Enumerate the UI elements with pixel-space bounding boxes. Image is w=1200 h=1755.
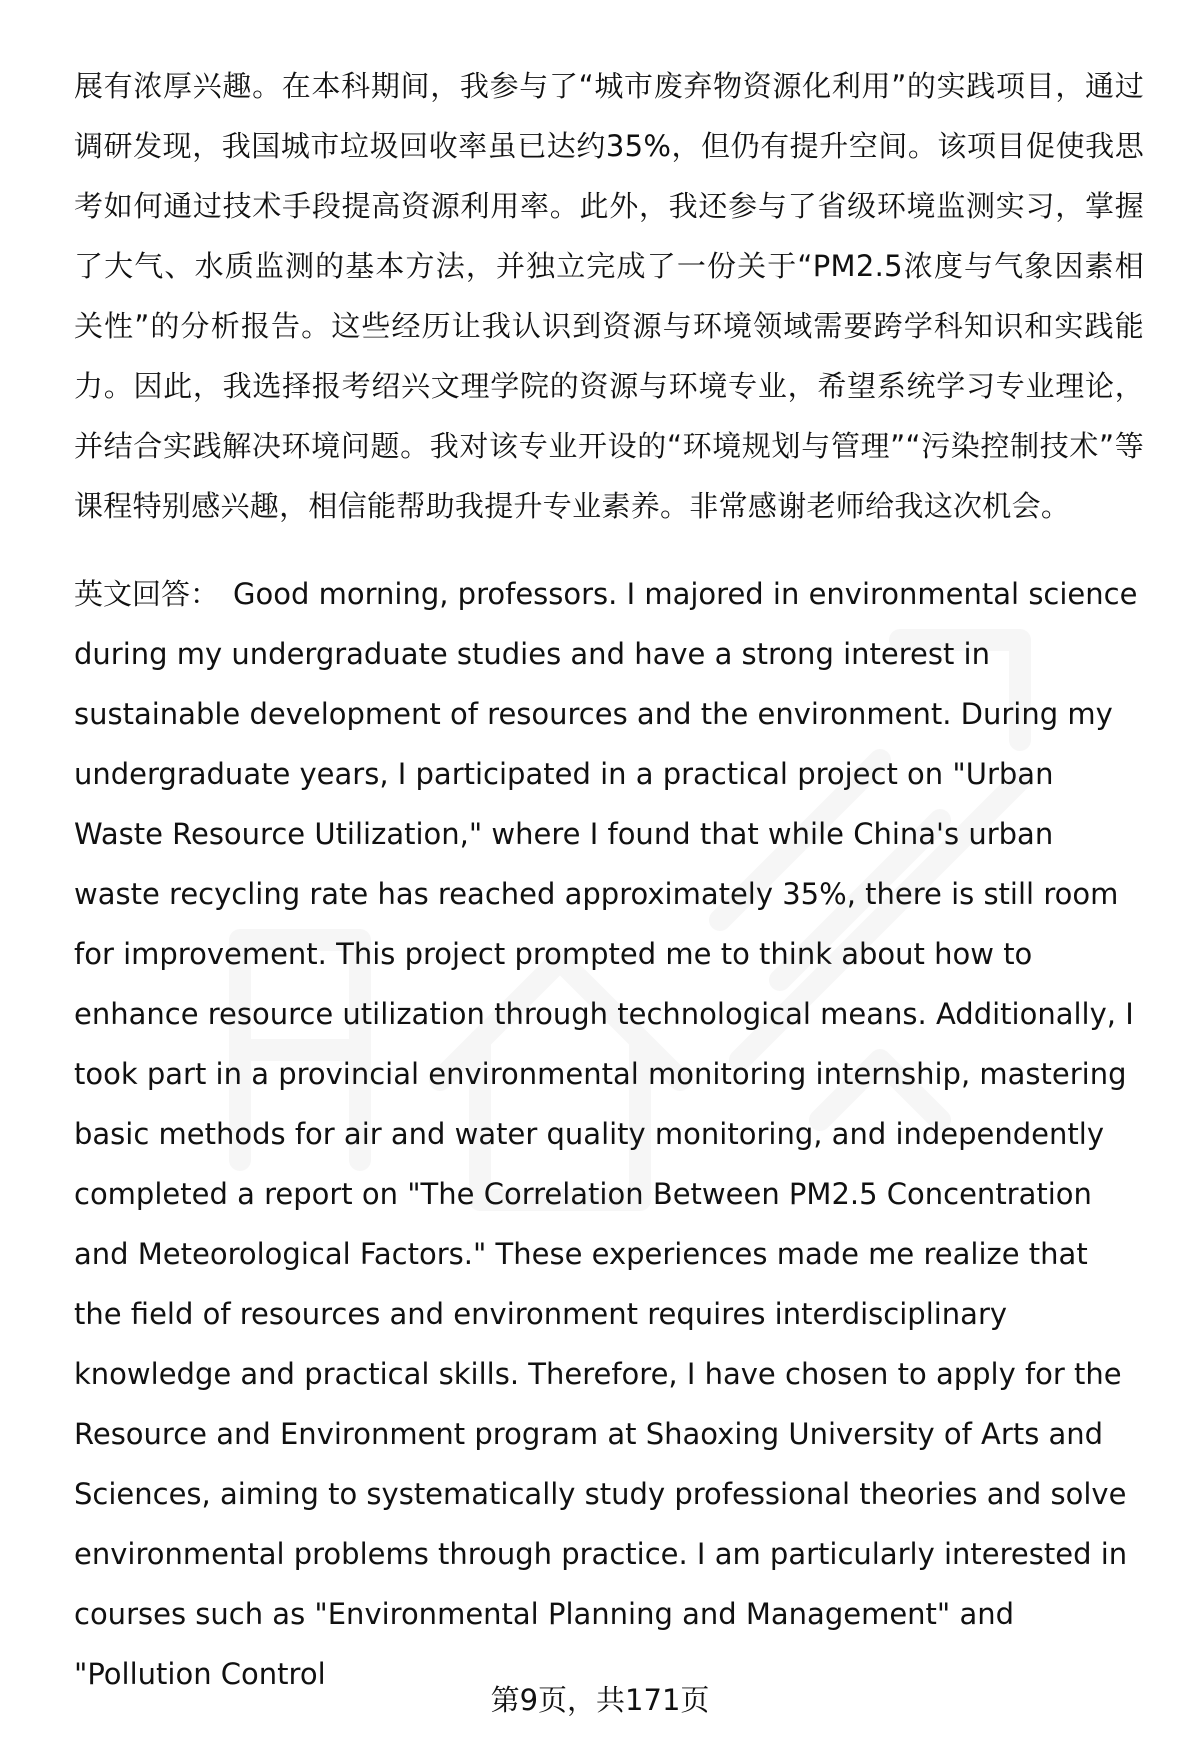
chinese-answer-paragraph: 展有浓厚兴趣。在本科期间，我参与了“城市废弃物资源化利用”的实践项目，通过调研发现，我国城市垃圾回收率虽已达约35%，但仍有提升空间。该项目促使我思考如何通过技术手段提高资源利用率。此外，我还参与了省级环境监测实习，掌握了大气、水质监测的基本方法，并独立完成了一份关于“PM2.5浓度与气象因素相关性”的分析报告。这些经历让我认识到资源与环境领域需要跨学科知识和实践能力。因此，我选择报考绍兴文理学院的资源与环境专业，希望系统学习专业理论，并结合实践解决环境问题。我对该专业开设的“环境规划与管理”“污染控制技术”等课程特别感兴趣，相信能帮助我提升专业素养。非常感谢老师给我这次机会。: [74, 69, 1144, 523]
document-body: [74, 56, 1144, 1704]
english-answer-text: Good morning, professors. I majored in environmental science during my undergraduate studies and have a strong interest in sustainable development of resources and the environment. During my undergraduate years, I participated in a practical project on "Urban Waste Resource Utilization," where I found that while China's urban waste recycling rate has reached approximately 35%, there is still room for improvement. This project prompted me to think about how to enhance resource utilization through technological means. Additionally, I took part in a provincial environmental monitoring internship, mastering basic methods for air and water quality monitoring, and independently completed a report on "The Correlation Between PM2.5 Concentration and Meteorological Factors." These experiences made me realize that the field of resources and environment requires interdisciplinary knowledge and practical skills. Therefore, I have chosen to apply for the Resource and Environment program at Shaoxing University of Arts and Sciences, aiming to systematically study professional theories and solve environmental problems through practice. I am particularly interested in courses such as "Environmental Planning and Management" and "Pollution Control: [74, 577, 1138, 1691]
page-number-footer: 第9页，共171页: [490, 1683, 710, 1717]
english-answer-label: 英文回答：: [74, 577, 220, 611]
english-answer-paragraph: [74, 564, 1144, 1704]
